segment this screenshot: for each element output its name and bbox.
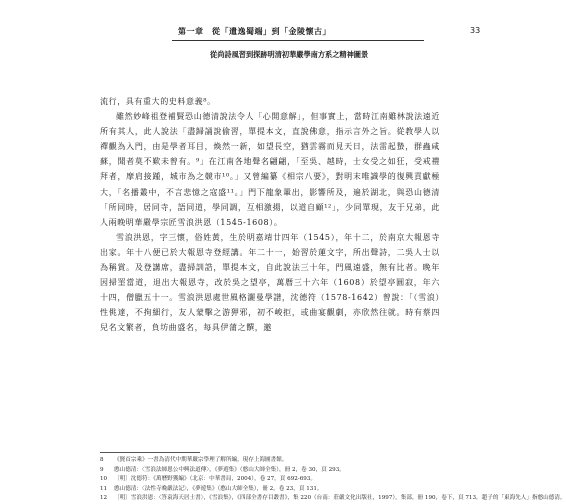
chapter-title: 第一章 從「遺逸蜀端」到「金陵懷古」	[178, 27, 331, 36]
paragraph: 流行，具有重大的史料意義⁸。	[100, 97, 216, 106]
page-number: 33	[470, 26, 481, 35]
footnote	[100, 494, 566, 504]
footnote	[100, 466, 440, 476]
footnote-text: 〔明〕雪浪洪恩：〈答袁海天居士書〉，《雪浪集》，《四部全書存目叢書》，集 220（台南：莊嚴文化出版社，1997），集部，冊 190，卷下，頁 713。趙子的「東海先人」指憨山德清。	[114, 495, 566, 501]
footnote-text: 《賢首宗乘》一書為清代中期華嚴宗學理了解所編，現存上海圖書館。	[114, 457, 288, 463]
footnote-number: 12	[100, 495, 108, 501]
body-text	[100, 94, 440, 336]
footnote	[100, 485, 440, 495]
footnote-number: 10	[100, 476, 108, 482]
footnote-rule	[100, 452, 200, 453]
footnote	[100, 475, 440, 485]
footnote	[100, 456, 440, 466]
footnote-number: 8	[100, 457, 104, 463]
footnote-text: 憨山德清：〈雪浪法師恩公中興法道傳〉，《夢遊集》（憨山大師全集），冊 2，卷 30，頁 293。	[114, 466, 345, 473]
footnote-number: 11	[100, 485, 108, 492]
page-header	[0, 0, 520, 70]
footnote-text: 憨山德清：〈法性寺晚嚴法記〉，《夢遊集》（憨山大師全集），冊 2，卷 23，頁 131。	[114, 485, 323, 492]
paragraph: 雖然妙峰祖登補賢恐山德清說法令人「心開意解」，但事實上，當時江南雖林說法遠近所有其人，此人說法「盡歸誦說偷習，單提本文，直說佛意，指示言外之旨。從教學人以禪觀為入門，由是學者耳目，煥然一新，如望長空，猶雲霧而見天日，法雷起蟄，群蟲咸蘇，聞者莫不歎未曾有。⁹」在江南各地聲名翩翩，「至吳、越時，士女受之如狂，受戒禮拜者，摩肩接踵，城市為之競市¹⁰。」又曾編纂《相宗八要》，對明末唯識學的復興貢獻極大，「名播叢中，不言悲憶之寇盛¹¹。」門下龍象輩出，影響所及，遍於湖北，與恐山德清「所同時，居同寺，語同道，學同調，互相激揚，以道自顧¹²」，少同單現，友于兄弟，此人兩晚明華嚴學宗匠雪浪洪恩（1545-1608）。	[100, 112, 440, 227]
header-rule	[172, 40, 424, 41]
footnotes	[100, 456, 566, 504]
footnote-number: 9	[100, 466, 104, 473]
chapter-subtitle: 從尚詩風習到探跡明清初華嚴學南方系之精神圖景	[210, 50, 369, 59]
footnote-text: 〔明〕沈德符：《萬曆野獲編》（北京：中華書局，2004），卷 27，頁 692-693。	[114, 476, 316, 482]
paragraph: 雪浪洪恩，字三懷，俗姓黃，生於明嘉靖廿四年（1545），年十二，於南京大報恩寺出家。年十八便已於大報恩寺登經講。年二十一，始習於蓮文字，所出聲詩，二吳人士以為稱賞。及登講席，盡掃訓誥，單提本文，自此說法三十年，門風遠盛，無有比者。晚年因掃罣當道，退出大報恩寺，改於吳之望亭，萬曆三十六年（1608）於望亭圓寂，年六十四，僧臘五十一。雪浪洪恩處世風格灑曼學譜，沈德符（1578-1642）曾說：「（雪浪）性佻達，不拘細行，友人蒙擊之游狎邪，初不峻拒，或曲宴觀劇，亦欣然往就。時有蔡四兒名文繁者，負坊曲盛名，每具伊蒲之饌，邀	[100, 232, 440, 333]
